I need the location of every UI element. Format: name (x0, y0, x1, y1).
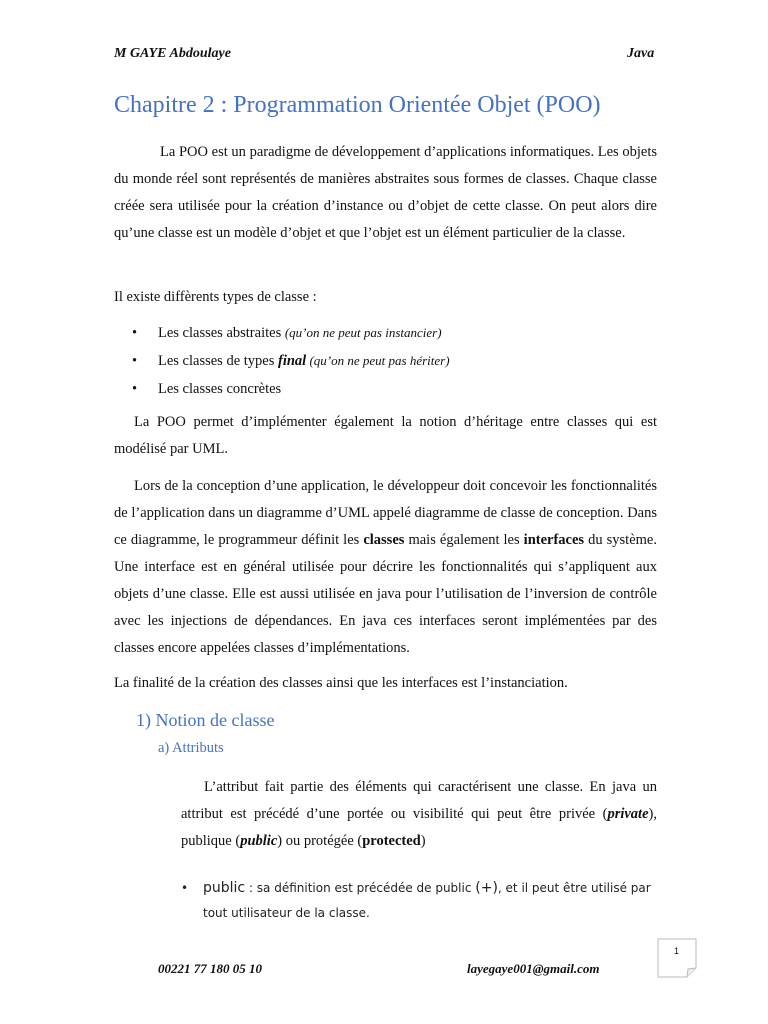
plus-symbol: (+) (475, 880, 498, 896)
class-types-intro: Il existe diffèrents types de classe : (114, 289, 317, 305)
footer-email: layegaye001@gmail.com (467, 961, 600, 976)
purpose-paragraph: La finalité de la création des classes ainsi que les interfaces est l’instanciation. (114, 675, 568, 691)
subsection-heading: a) Attributs (158, 740, 224, 756)
section-heading: 1) Notion de classe (136, 710, 275, 730)
list-item (114, 347, 657, 375)
class-type-keyword: final (278, 353, 307, 369)
text-run: ) (420, 833, 426, 849)
bullet-icon: • (181, 881, 189, 895)
inheritance-paragraph: La POO permet d’implémenter également la notion d’héritage entre classes qui est modélisé par UML. (114, 414, 657, 457)
header-author: M GAYE Abdoulaye (114, 46, 231, 61)
text-run: Lors de la conception d’une application, le développeur doit concevoir les fonctionnalités de l’application dans un diagramme d’UML appelé diagramme de classe de conception. Dans ce diagramme, le programmeur définit les (114, 478, 657, 548)
list-item (114, 319, 657, 347)
bullet-icon: • (132, 381, 138, 397)
public-term: public (203, 880, 246, 896)
design-paragraph (114, 473, 657, 662)
bullet-icon: • (132, 325, 138, 341)
text-run: ) ou protégée ( (277, 833, 363, 849)
page-number: 1 (674, 946, 680, 956)
text-run: , et il peut être utilisé par tout utilisateur de la classe. (203, 881, 651, 920)
text-run: mais également les (404, 532, 524, 548)
bold-interfaces: interfaces (523, 532, 585, 548)
intro-paragraph: La POO est un paradigme de développement d’applications informatiques. Les objets du monde réel sont représentés de manières abstraites sous formes de classes. Chaque classe créée sera utilisée pour la création d’instance ou d’objet de cette classe. On peut alors dire qu’une classe est un modèle d’objet et que l’objet est un élément particulier de la classe. (114, 144, 657, 241)
class-types-list (114, 319, 657, 403)
public-visibility-note (181, 876, 657, 926)
class-type-note: (qu’on ne peut pas instancier) (284, 325, 442, 340)
attribute-paragraph (181, 774, 657, 855)
class-type-label: Les classes abstraites (158, 325, 285, 341)
keyword-public: public (240, 833, 278, 849)
keyword-protected: protected (362, 833, 421, 849)
text-run: du système. Une interface est en général utilisée pour décrire les fonctionnalités qui s’appliquent aux objets d’une classe. Elle est aussi utilisée en java pour l’utilisation de l’inversion de contrôle avec les injections de dépendances. En java ces interfaces seront implémentées par des classes encore appelées classes d’implémentations. (114, 532, 657, 656)
bold-classes: classes (363, 532, 405, 548)
text-run: L’attribut fait partie des éléments qui caractérisent une classe. En java un attribut est précédé d’une portée ou visibilité qui peut être privée ( (181, 779, 657, 822)
keyword-private: private (607, 806, 649, 822)
bullet-icon: • (132, 353, 138, 369)
class-type-label: Les classes concrètes (158, 381, 282, 397)
list-item (114, 375, 657, 403)
text-run: ), publique ( (181, 806, 657, 849)
page-corner-icon (657, 938, 697, 978)
header-subject: Java (627, 46, 655, 61)
footer-phone: 00221 77 180 05 10 (158, 961, 262, 976)
class-type-label: Les classes de types (158, 353, 278, 369)
page-number-box (657, 938, 697, 978)
class-type-note: (qu’on ne peut pas hériter) (306, 353, 450, 368)
text-run: : sa définition est précédée de public (245, 881, 476, 895)
chapter-title: Chapitre 2 : Programmation Orientée Objet (POO) (114, 92, 601, 118)
